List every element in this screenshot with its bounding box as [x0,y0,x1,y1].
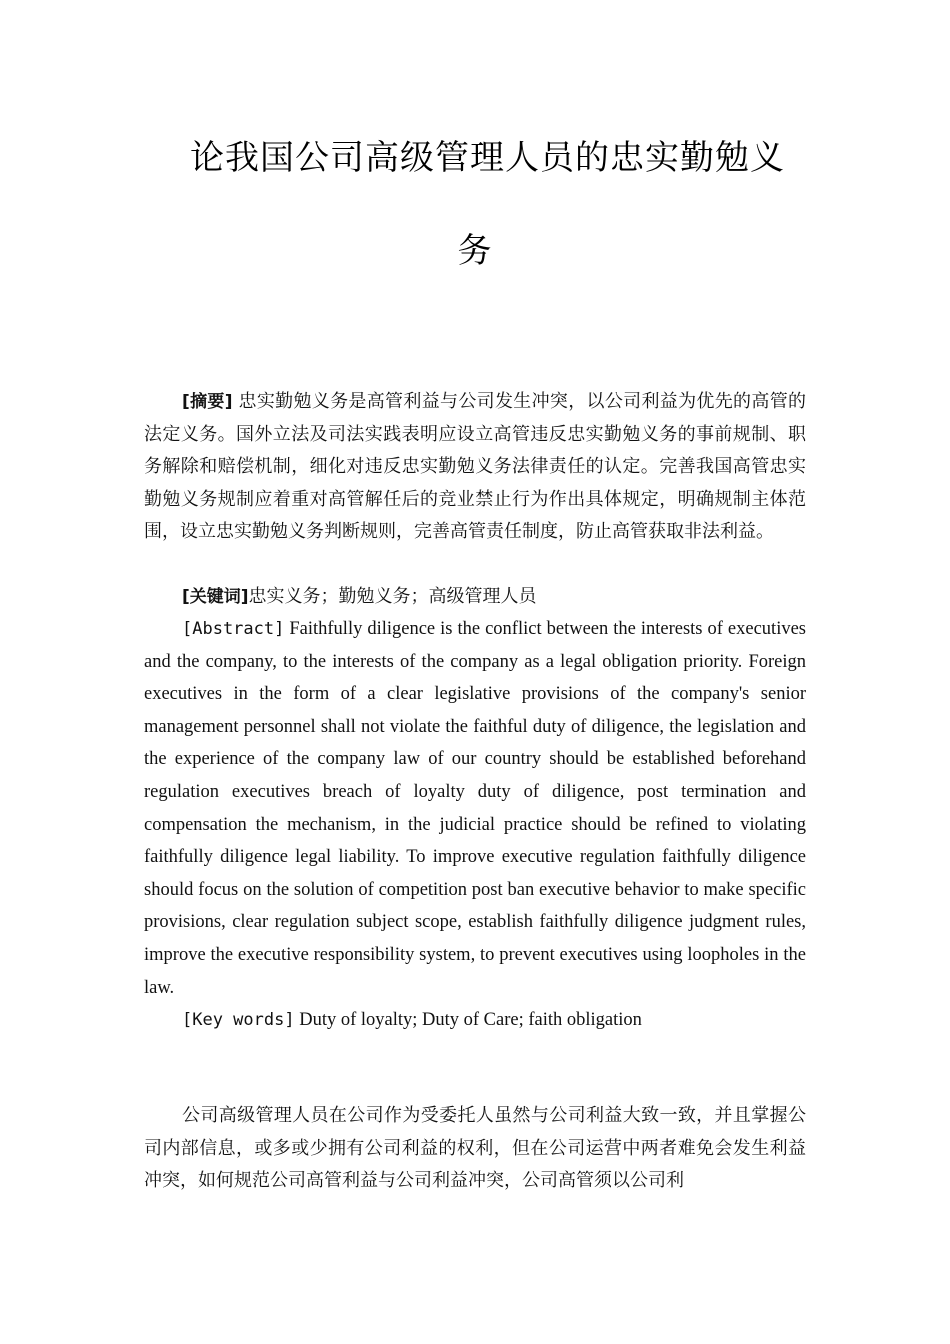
body-paragraph [144,1100,806,1198]
keywords-en [144,1004,806,1037]
title-line-2: 务 [457,231,493,271]
abstract-en-label: [Abstract] [182,619,285,639]
abstract-cn-text: 忠实勤勉义务是高管利益与公司发生冲突，以公司利益为优先的高管的法定义务。国外立法及司法实践表明应设立高管违反忠实勤勉义务的事前规制、职务解除和赔偿机制，细化对违反忠实勤勉义务法律责任的认定。完善我国高管忠实勤勉义务规制应着重对高管解任后的竞业禁止行为作出具体规定，明确规制主体范围，设立忠实勤勉义务判断规则，完善高管责任制度，防止高管获取非法利益。 [144,391,807,542]
abstract-cn [144,386,806,549]
keywords-cn-text: 忠实义务；勤勉义务；高级管理人员 [248,586,537,607]
keywords-en-label: [Key words] [182,1010,295,1030]
title-line-1: 论我国公司高级管理人员的忠实勤勉义 [190,138,785,178]
body-paragraph-text: 公司高级管理人员在公司作为受委托人虽然与公司利益大致一致，并且掌握公司内部信息，或多或少拥有公司利益的权利，但在公司运营中两者难免会发生利益冲突，如何规范公司高管利益与公司利益冲突，公司高管须以公司利 [144,1105,806,1191]
keywords-cn-label: [关键词] [182,587,249,607]
abstract-en-text: Faithfully diligence is the conflict between the interests of executives and the company, to the interests of the company as a legal obligation priority. Foreign executives in the form of a clear legislative provisions of the company's senior management personnel shall not violate the faithful duty of diligence, the legislation and the experience of the company law of our country should be established beforehand regulation executives breach of loyalty duty of diligence, post termination and compensation the mechanism, in the judicial practice should be refined to violating faithfully diligence legal liability. To improve executive regulation faithfully diligence should focus on the solution of competition post ban executive behavior to make specific provisions, clear regulation subject scope, establish faithfully diligence judgment rules, improve the executive responsibility system, to prevent executives using loopholes in the law. [144,619,806,998]
keywords-en-text: Duty of loyalty; Duty of Care; faith obligation [294,1010,642,1030]
keywords-cn [144,581,806,614]
abstract-cn-label: [摘要] [182,392,233,412]
abstract-en [144,613,806,1004]
